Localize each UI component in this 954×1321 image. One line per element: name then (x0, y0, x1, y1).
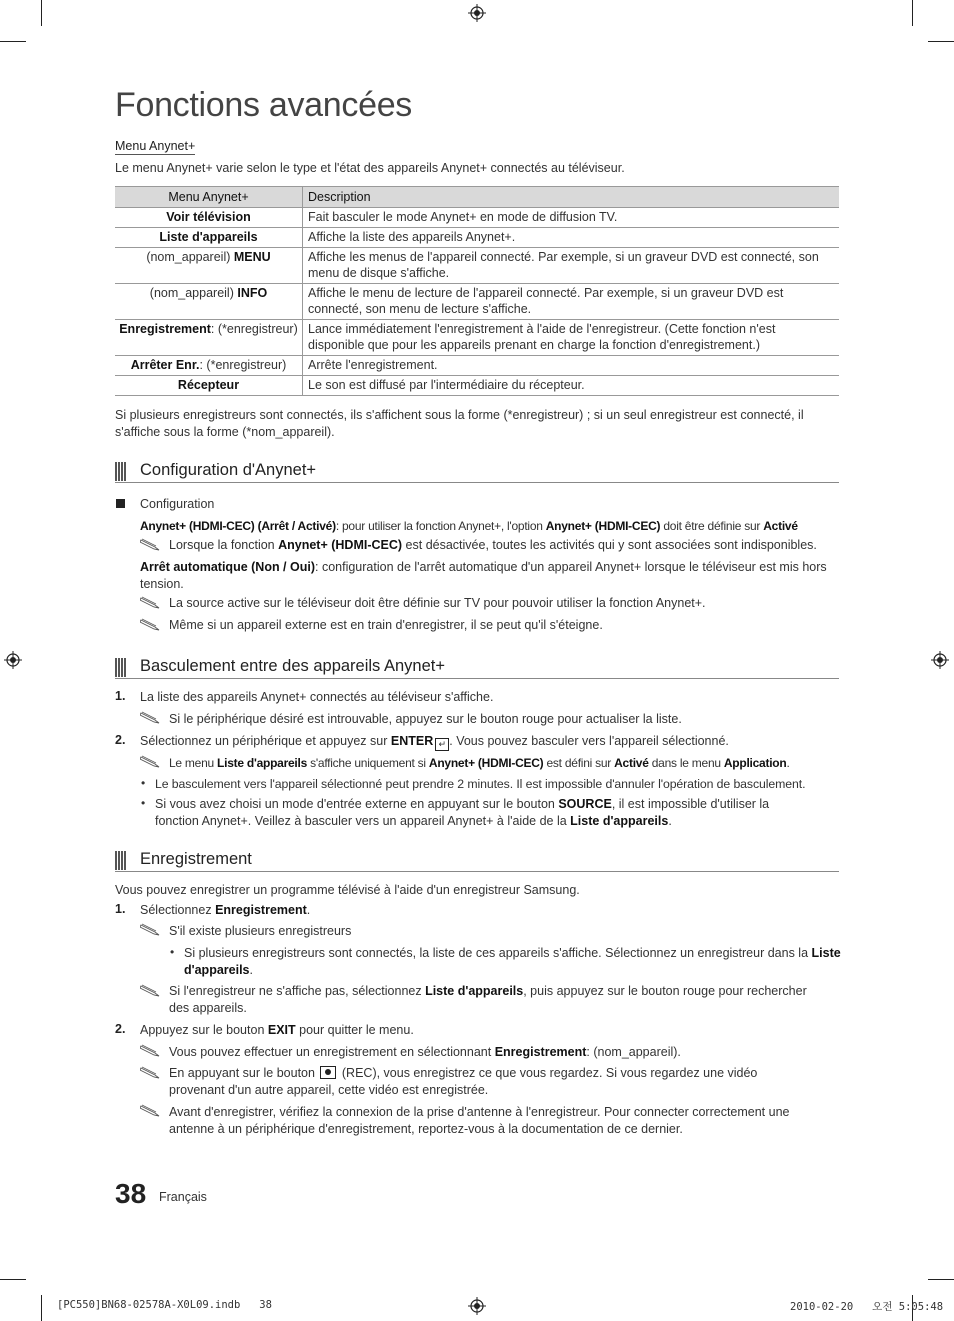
note-pencil-icon (140, 618, 160, 632)
print-file-info: [PC550]BN68-02578A-X0L09.indb 38 (57, 1299, 272, 1311)
table-key-part: MENU (233, 250, 271, 264)
table-value: Lance immédiatement l'enregistrement à l'aide de l'enregistreur. (Cette fonction n'est disponible que pour les appareils prenant en charge la fonction d'enregistrement.) (303, 320, 840, 356)
table-key: Récepteur (177, 378, 240, 392)
table-key-part: (nom_appareil) (146, 250, 234, 264)
table-key-part: : (*enregistreur) (199, 358, 287, 372)
page-title: Fonctions avancées (115, 86, 412, 124)
text-span: . (786, 756, 790, 770)
option-value: Activé (763, 519, 798, 533)
crop-mark (0, 41, 26, 42)
text-span: : configuration de l'arrêt automatique d'un appareil Anynet+ lorsque le téléviseur est mis hors tension. (140, 560, 827, 591)
text-span: s'affiche uniquement si (307, 756, 429, 770)
table-key-part: INFO (237, 286, 268, 300)
section-heading-switch (115, 656, 839, 679)
table-row (115, 208, 839, 228)
text-span: (REC), vous enregistrez ce que vous regardez. Si vous regardez une vidéo provenant d'un autre appareil, cette vidéo est enregistrée. (169, 1066, 758, 1097)
text-span: pour quitter le menu. (295, 1023, 414, 1037)
table-header: Description (303, 187, 840, 208)
section-heading-text: Enregistrement (140, 850, 252, 868)
text-span: Vous pouvez effectuer un enregistrement en sélectionnant (169, 1045, 495, 1059)
bullet-text: Le basculement vers l'appareil sélectionné peut prendre 2 minutes. Il est impossible d'annuler l'opération de basculement. (155, 777, 806, 791)
text-span: dans le menu (648, 756, 724, 770)
menu-name: Enregistrement (494, 1045, 587, 1059)
intro-text: Vous pouvez enregistrer un programme télévisé à l'aide d'un enregistreur Samsung. (115, 883, 580, 897)
crop-mark (928, 41, 954, 42)
section-heading-config (115, 460, 839, 483)
text-span: . (306, 903, 311, 917)
step-number: 1. (115, 689, 126, 703)
crop-mark (912, 0, 913, 26)
section-bar-icon (115, 851, 126, 870)
text-span: est désactivée, toutes les activités qui y sont associées sont indisponibles. (402, 538, 817, 552)
menu-name: Application (723, 756, 787, 770)
text-span: Appuyez sur le bouton (140, 1023, 268, 1037)
section-heading-text: Basculement entre des appareils Anynet+ (140, 657, 445, 675)
text-span: Le menu (169, 756, 218, 770)
subsection-title: Menu Anynet+ (115, 139, 196, 153)
text-span: . (668, 814, 672, 828)
step-number: 2. (115, 733, 126, 747)
step-text: La liste des appareils Anynet+ connectés au téléviseur s'affiche. (140, 690, 494, 704)
note-text: S'il existe plusieurs enregistreurs (169, 924, 352, 938)
note-pencil-icon (140, 923, 160, 937)
text-span: : (nom_appareil). (586, 1045, 681, 1059)
crop-mark (0, 1279, 26, 1280)
step-number: 1. (115, 902, 126, 916)
anynet-menu-table (115, 186, 839, 396)
page-language: Français (159, 1190, 207, 1204)
table-value: Arrête l'enregistrement. (303, 356, 840, 376)
text-span: . (249, 963, 253, 977)
registration-mark-icon (468, 1297, 486, 1315)
menu-name: Liste d'appareils (217, 756, 308, 770)
enter-icon: ↵ (435, 738, 449, 751)
option-name: Arrêt automatique (Non / Oui) (140, 560, 315, 574)
note-pencil-icon (140, 711, 160, 725)
square-bullet-icon (116, 499, 125, 508)
note-text: Avant d'enregistrer, vérifiez la connexion de la prise d'antenne à l'enregistreur. Pour connecter correctement une antenne à un périphérique d'enregistrement, reportez-vous à la documentation de ce dernier. (169, 1105, 790, 1136)
text-span: Lorsque la fonction (169, 538, 279, 552)
note-text (169, 537, 839, 554)
text-span: Si l'enregistreur ne s'affiche pas, sélectionnez (169, 984, 426, 998)
step-text (140, 902, 310, 919)
bullet-text (184, 945, 844, 979)
button-name: SOURCE (558, 797, 612, 811)
note-text: Si le périphérique désiré est introuvable, appuyez sur le bouton rouge pour actualiser la liste. (169, 712, 682, 726)
config-line (140, 559, 830, 593)
table-key: Liste d'appareils (159, 230, 258, 244)
text-span: Si vous avez choisi un mode d'entrée externe en appuyant sur le bouton (155, 797, 559, 811)
crop-mark (41, 1295, 42, 1321)
table-header: Menu Anynet+ (115, 187, 303, 208)
table-footnote: Si plusieurs enregistreurs sont connectés, ils s'affichent sous la forme (*enregistreur) ; si un seul enregistreur est connecté, il s'affiche sous la forme (*nom_appareil). (115, 408, 804, 439)
dot-bullet: • (170, 945, 175, 959)
table-value: Affiche le menu de lecture de l'appareil connecté. Par exemple, si un graveur DVD est connecté, son menu de lecture s'affiche. (303, 284, 840, 320)
table-key-part: Enregistrement (119, 322, 211, 336)
config-line (140, 518, 840, 535)
note-text (169, 983, 809, 1017)
note-pencil-icon (140, 984, 160, 998)
note-pencil-icon (140, 538, 160, 552)
crop-mark (928, 1279, 954, 1280)
table-value: Fait basculer le mode Anynet+ en mode de diffusion TV. (303, 208, 840, 228)
table-key: Voir télévision (166, 210, 251, 224)
table-row (115, 284, 839, 320)
table-row (115, 320, 839, 356)
section-bar-icon (115, 462, 126, 481)
print-date-info: 2010-02-20 오전 5:05:48 (790, 1301, 944, 1313)
section-bar-icon (115, 658, 126, 677)
table-row (115, 228, 839, 248)
button-name: EXIT (267, 1023, 296, 1037)
section-heading-text: Configuration d'Anynet+ (140, 461, 317, 479)
menu-name: Liste d'appareils (425, 984, 524, 998)
table-row (115, 248, 839, 284)
section-heading-record (115, 849, 839, 872)
text-span: : pour utiliser la fonction Anynet+, l'option (335, 519, 546, 533)
text-span: Si plusieurs enregistreurs sont connectés, la liste de ces appareils s'affiche. Sélectionnez un enregistreur dans la (184, 946, 812, 960)
step-number: 2. (115, 1022, 126, 1036)
note-text: La source active sur le téléviseur doit être définie sur TV pour pouvoir utiliser la fonction Anynet+. (169, 596, 706, 610)
text-span: En appuyant sur le bouton (169, 1066, 319, 1080)
intro-text: Le menu Anynet+ varie selon le type et l'état des appareils Anynet+ connectés au téléviseur. (115, 161, 625, 175)
note-pencil-icon (140, 596, 160, 610)
rec-button-icon (320, 1066, 336, 1079)
registration-mark-icon (4, 651, 22, 669)
step-text (140, 733, 840, 751)
note-pencil-icon (140, 1044, 160, 1058)
note-text (169, 1044, 681, 1061)
table-value: Affiche la liste des appareils Anynet+. (303, 228, 840, 248)
registration-mark-icon (931, 651, 949, 669)
text-span: Sélectionnez un périphérique et appuyez sur (140, 734, 391, 748)
table-key-part: : (*enregistreur) (210, 322, 298, 336)
button-name: ENTER (390, 734, 434, 748)
dot-bullet: • (141, 796, 146, 810)
text-span: . Vous pouvez basculer vers l'appareil sélectionné. (449, 734, 729, 748)
crop-mark (41, 0, 42, 26)
table-value: Affiche les menus de l'appareil connecté. Par exemple, si un graveur DVD est connecté, son menu de disque s'affiche. (303, 248, 840, 284)
step-text (140, 1022, 414, 1039)
text-span: doit être définie sur (660, 519, 764, 533)
page-number: 38 (115, 1178, 147, 1209)
table-value: Le son est diffusé par l'intermédiaire du récepteur. (303, 376, 840, 396)
note-text: Même si un appareil externe est en train d'enregistrer, il se peut qu'il s'éteigne. (169, 618, 603, 632)
text-span: est défini sur (543, 756, 615, 770)
table-header-row (115, 187, 839, 208)
note-pencil-icon (140, 1066, 160, 1080)
note-text (169, 1065, 809, 1099)
note-pencil-icon (140, 755, 160, 769)
note-pencil-icon (140, 1104, 160, 1118)
option-name: Anynet+ (HDMI-CEC) (428, 756, 544, 770)
option-name: Anynet+ (HDMI-CEC) (278, 538, 403, 552)
registration-mark-icon (468, 4, 486, 22)
table-key-part: (nom_appareil) (149, 286, 238, 300)
text-span: , puis appuyez sur le bouton rouge pour rechercher des appareils. (169, 984, 807, 1015)
option-name: Anynet+ (HDMI-CEC) (Arrêt / Activé) (140, 519, 336, 533)
menu-name: Liste d'appareils (570, 814, 669, 828)
option-name: Anynet+ (HDMI-CEC) (545, 519, 661, 533)
table-row (115, 356, 839, 376)
option-value: Activé (614, 756, 649, 770)
menu-name: Enregistrement (215, 903, 307, 917)
menu-name: Liste d'appareils (184, 946, 841, 977)
text-span: , il est impossible d'utiliser la fonction Anynet+. Veillez à basculer vers un appareil Anynet+ à l'aide de la (155, 797, 770, 828)
text-span: Sélectionnez (140, 903, 216, 917)
table-key-part: Arrêter Enr. (130, 358, 200, 372)
note-text (169, 755, 841, 772)
table-row (115, 376, 839, 396)
bullet-label: Configuration (140, 497, 215, 511)
dot-bullet: • (141, 776, 146, 790)
bullet-text (155, 796, 815, 830)
